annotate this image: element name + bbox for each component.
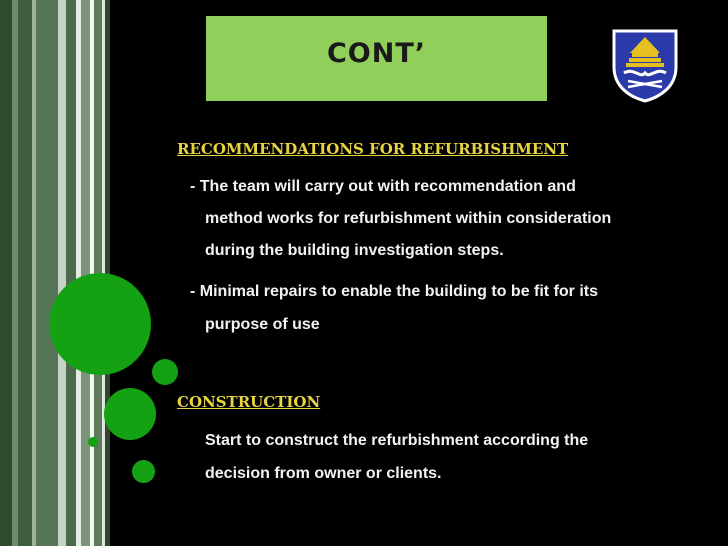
- university-crest-icon: [610, 27, 680, 103]
- slide-title: CONT’: [326, 38, 427, 69]
- construction-line2: decision from owner or clients.: [205, 465, 442, 482]
- bullet2-line2: purpose of use: [205, 316, 320, 333]
- heading-construction: CONSTRUCTION: [177, 393, 321, 411]
- decorative-circle-tiny: [88, 437, 98, 447]
- bullet2-line1: - Minimal repairs to enable the building to be fit for its: [190, 283, 599, 300]
- construction-line1: Start to construct the refurbishment according the: [205, 432, 589, 449]
- decorative-circle-large: [49, 273, 151, 375]
- decorative-circle-small-lower: [132, 460, 155, 483]
- bullet1-line2: method works for refurbishment within consideration: [205, 210, 612, 227]
- bullet1-line3: during the building investigation steps.: [205, 242, 504, 259]
- title-box: [206, 16, 547, 101]
- heading-recommendations: RECOMMENDATIONS FOR REFURBISHMENT: [177, 140, 569, 158]
- bullet1-line1: - The team will carry out with recommendation and: [190, 178, 576, 195]
- decorative-circle-small: [152, 359, 178, 385]
- decorative-circle-medium: [104, 388, 156, 440]
